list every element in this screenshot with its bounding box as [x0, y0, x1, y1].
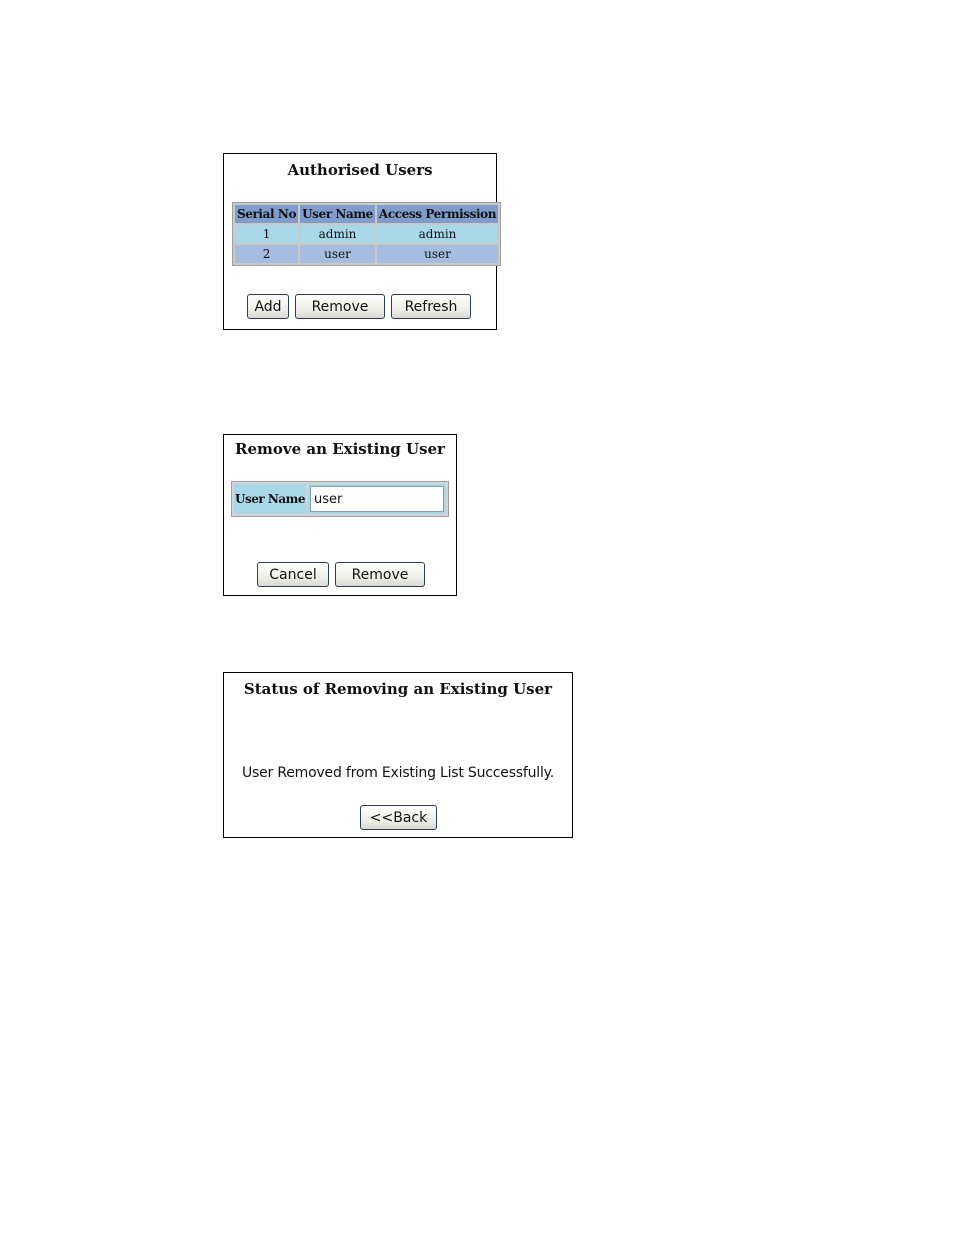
status-message: User Removed from Existing List Successfully.: [241, 765, 555, 781]
column-header-serial-no: Serial No: [237, 207, 297, 221]
remove-status-panel: [223, 672, 573, 838]
cell-user-name: user: [300, 245, 375, 263]
remove-button[interactable]: Remove: [295, 294, 385, 319]
column-header-access-permission: Access Permission: [378, 207, 497, 221]
user-name-field-row: [231, 481, 449, 517]
cell-serial: 1: [235, 225, 298, 243]
column-header-user-name: User Name: [302, 207, 373, 221]
table-header-row: [235, 205, 498, 223]
back-button[interactable]: <<Back: [360, 805, 437, 830]
remove-user-title: Remove an Existing User: [235, 440, 445, 458]
cell-permission: admin: [377, 225, 498, 243]
authorised-users-title: Authorised Users: [287, 161, 433, 179]
cell-permission: user: [377, 245, 498, 263]
table-row[interactable]: [235, 225, 498, 243]
cell-user-name: admin: [300, 225, 375, 243]
refresh-button[interactable]: Refresh: [391, 294, 471, 319]
user-name-field-cell: [308, 484, 446, 514]
authorised-users-panel: [223, 153, 497, 330]
confirm-remove-button[interactable]: Remove: [335, 562, 425, 587]
remove-status-title: Status of Removing an Existing User: [243, 680, 553, 698]
table-row[interactable]: [235, 245, 498, 263]
user-name-label: User Name: [234, 484, 306, 514]
cancel-button[interactable]: Cancel: [257, 562, 329, 587]
users-table: [232, 202, 501, 266]
user-name-input[interactable]: [310, 486, 444, 512]
add-button[interactable]: Add: [247, 294, 289, 319]
cell-serial: 2: [235, 245, 298, 263]
remove-user-panel: [223, 434, 457, 596]
